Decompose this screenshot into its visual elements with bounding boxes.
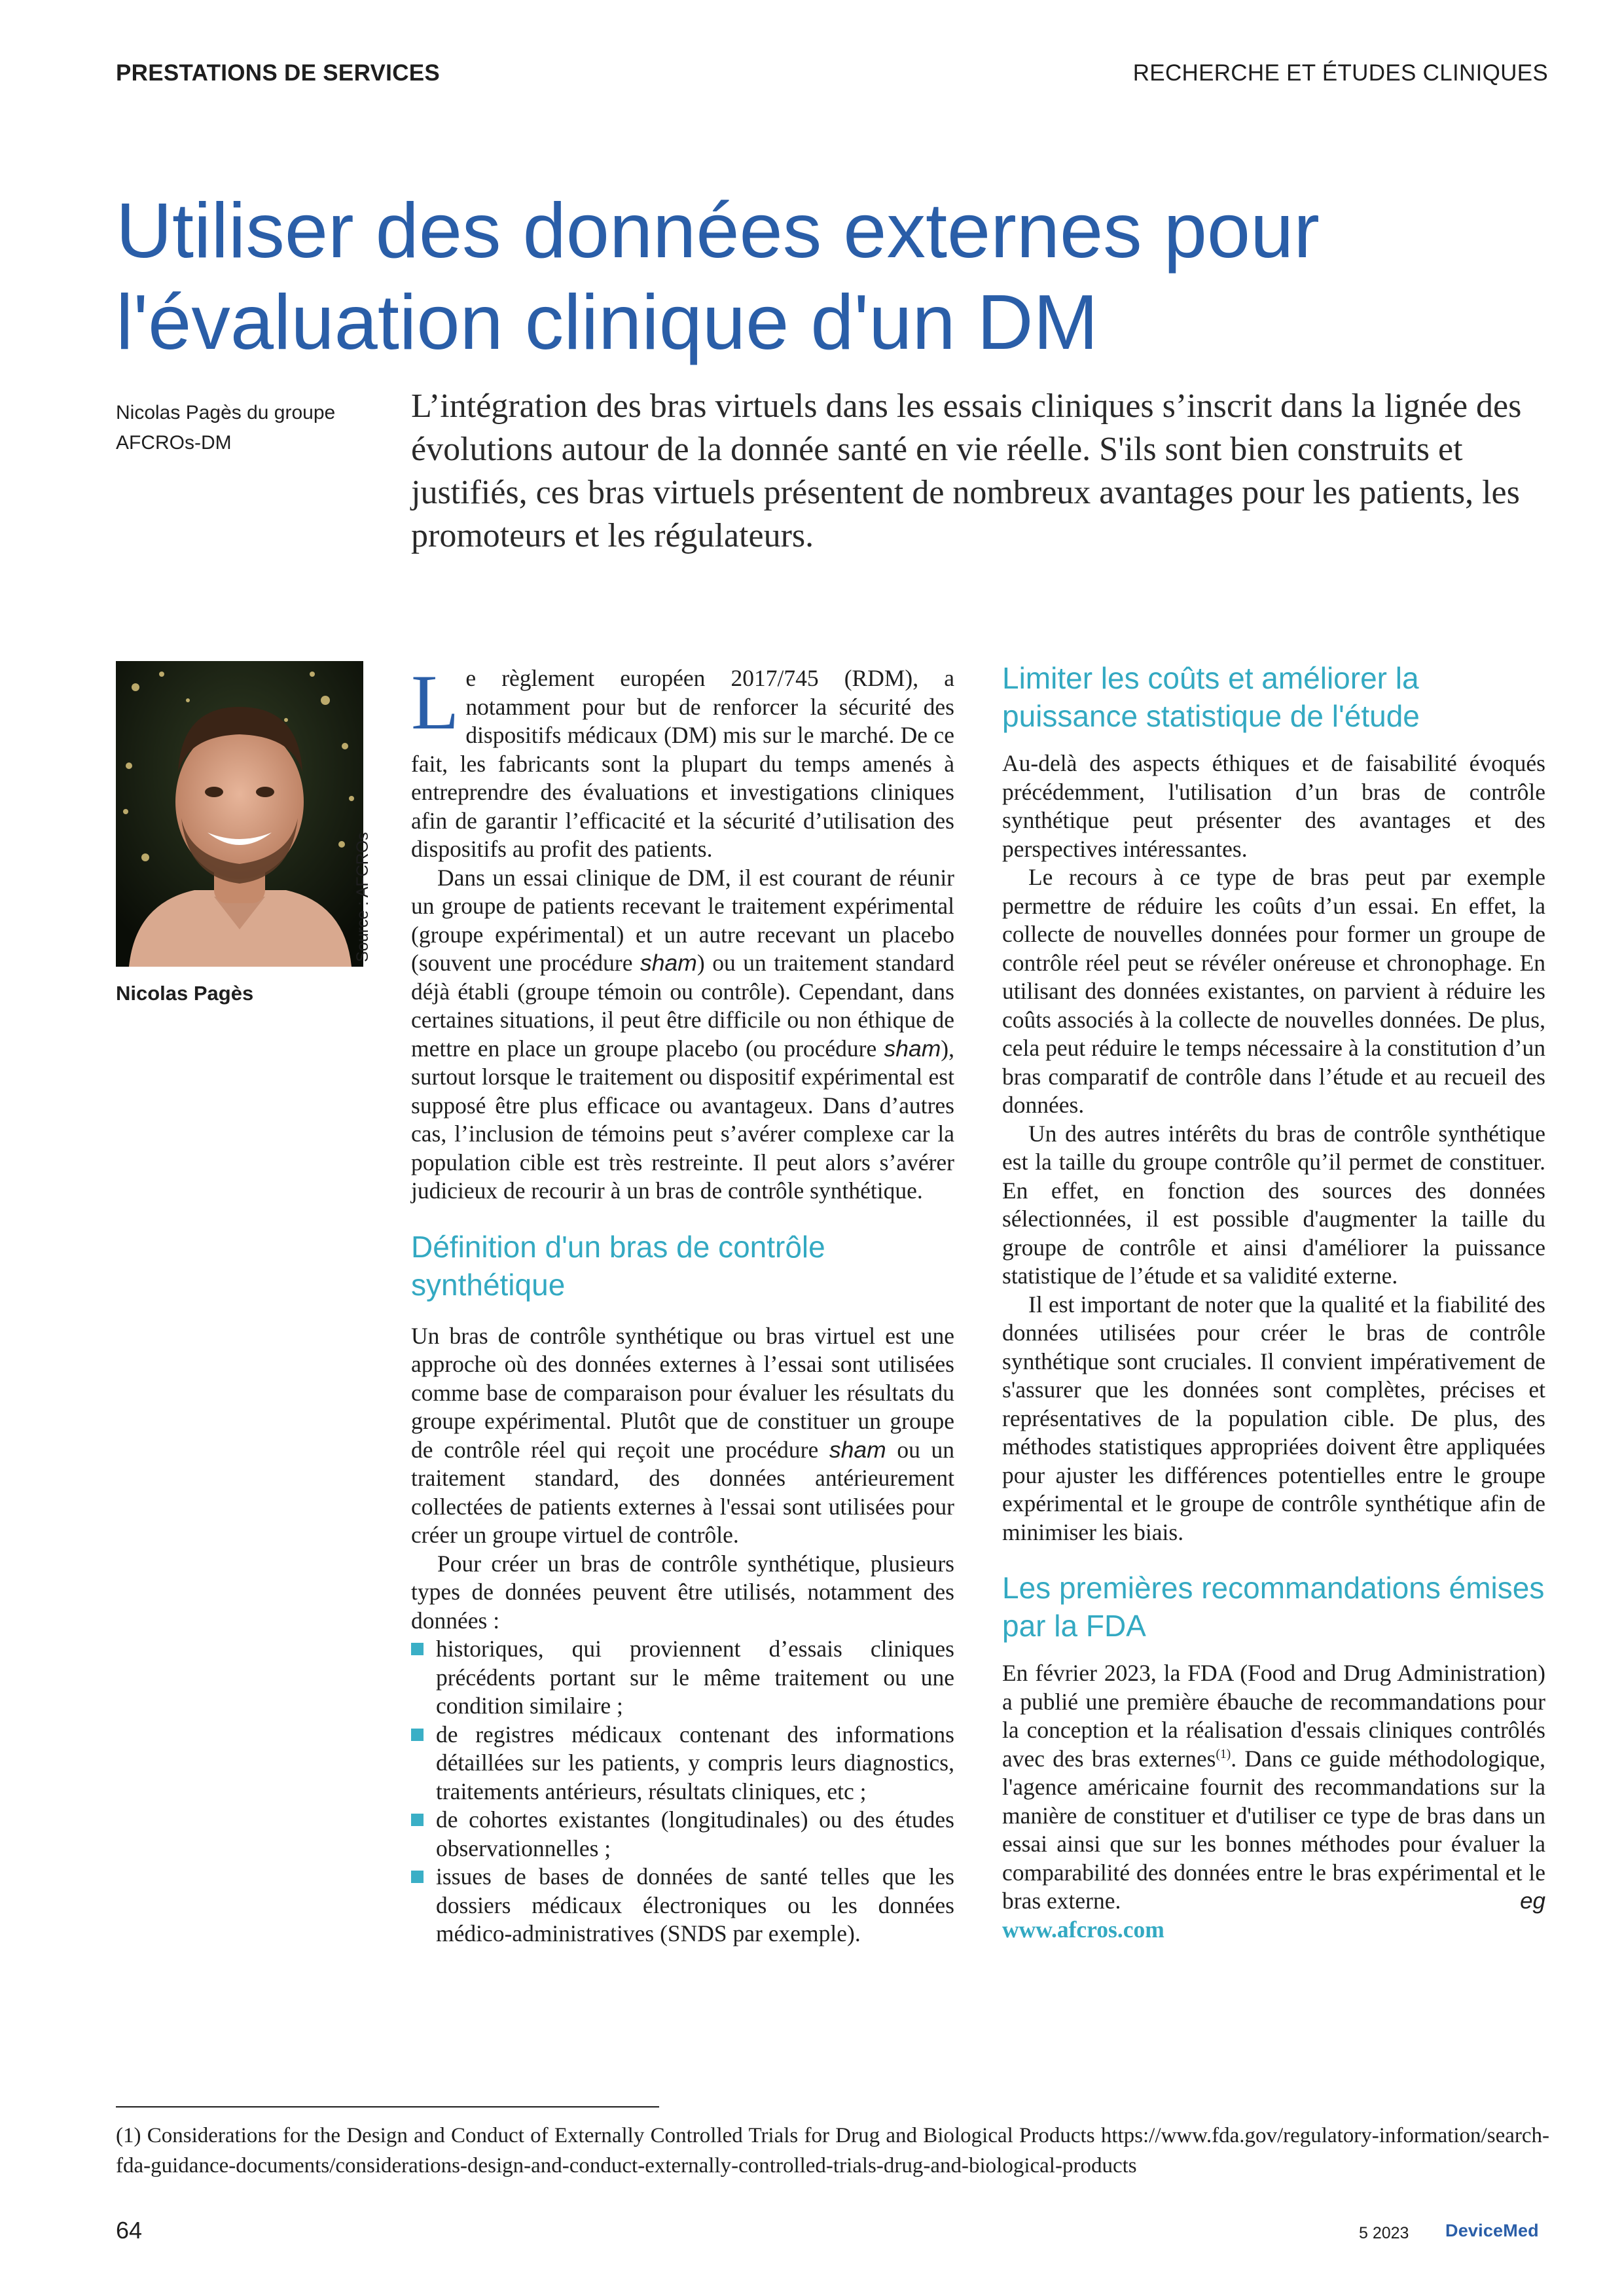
footnote-divider (116, 2106, 659, 2108)
article-lead: L’intégration des bras virtuels dans les essais cliniques s’inscrit dans la lignée des évolutions autour de la donnée santé en vie réelle. S'ils sont bien construits et justifiés, ces bras virtuels présentent de nombreux avantages pour les patients, les promoteurs et les régulateurs. (411, 387, 1522, 554)
list-item (411, 1863, 954, 1948)
list-item (411, 1635, 954, 1721)
paragraph: Au-delà des aspects éthiques et de faisabilité évoqués précédemment, l'utilisation d’un bras de contrôle synthétique peut présenter des avantages et des perspectives intéressantes. (1002, 750, 1545, 862)
bullet-square-icon (411, 1871, 424, 1883)
page-number: 64 (116, 2217, 143, 2244)
paragraph (1002, 1659, 1545, 1916)
list-item (411, 1806, 954, 1863)
rubric-label: RECHERCHE ET ÉTUDES CLINIQUES (1132, 60, 1548, 86)
intro-text: e règlement européen 2017/745 (RDM), a notamment pour but de renforcer la sécurité des dispositifs médicaux (DM) mis sur le marché. De ce fait, les fabricants sont la plupart du temps amenés à entreprendre des évaluations et investigations cliniques afin de garantir l’efficacité et la sécurité d’utilisation des dispositifs au profit des patients. (411, 665, 954, 862)
section-heading: Limiter les coûts et améliorer la puissance statistique de l'étude (1002, 661, 1420, 733)
article-title (116, 185, 1523, 368)
portrait-illustration (116, 661, 363, 967)
bullet-square-icon (411, 1643, 424, 1655)
list-item-text: de registres médicaux contenant des informations détaillées sur les patients, y compris leurs diagnostics, traitements antérieurs, résultats cliniques, etc ; (436, 1721, 954, 1804)
paragraph: Le recours à ce type de bras peut par exemple permettre de réduire les coûts d’un essai. En effet, la collecte de nouvelles données pour former un groupe de contrôle réel peut se révéler onéreuse et chronophage. En utilisant des données existantes, on parvient à réduire les coûts associés à la collecte de nouvelles données. De plus, cela peut réduire le temps nécessaire à la constitution d’un bras comparatif de contrôle dans l’étude et au recueil des données. (1002, 864, 1545, 1118)
italic-term: sham (640, 950, 697, 976)
paragraph: Un des autres intérêts du bras de contrôle synthétique est la taille du groupe contrôle qu’il permet de constituer. En effet, en fonction des sources des données sélectionnées, il est possible d'augmenter la taille du groupe de contrôle et ainsi d'améliorer la puissance statistique de l’étude et sa validité externe. (1002, 1120, 1545, 1289)
section-label: PRESTATIONS DE SERVICES (116, 60, 441, 86)
issue-number: 5 2023 (1359, 2224, 1409, 2242)
bullet-square-icon (411, 1814, 424, 1826)
list-item-text: issues de bases de données de santé telles que les dossiers médicaux électroniques ou les données médico-administratives (SNDS par exemple). (436, 1863, 954, 1946)
text-run: . Dans ce guide méthodologique, l'agence américaine fournit des recommandations sur la manière de constituer et d'utiliser ce type de bras dans un essai ainsi que sur les bonnes méthodes pour évaluer la comparabilité des données entre le bras expérimental et le bras externe. (1002, 1745, 1545, 1914)
list-item-text: de cohortes existantes (longitudinales) ou des études observationnelles ; (436, 1806, 954, 1861)
text-run: ou un traitement standard, des données antérieurement collectées de patients externes à l'essai sont utilisées pour créer un groupe virtuel de contrôle. (411, 1436, 954, 1548)
drop-cap: L (411, 658, 460, 745)
footnote: (1) Considerations for the Design and Conduct of Externally Controlled Trials for Drug and Biological Products https://www.fda.gov/regulatory-information/search-fda-guidance-documents/considerations-design-and-conduct-externally-controlled-trials-drug-and-biological-products (116, 2124, 1549, 2178)
paragraph (411, 1322, 954, 1550)
list-item (411, 1721, 954, 1806)
body-column-2 (1002, 659, 1545, 1944)
website-link[interactable]: www.afcros.com (1002, 1916, 1164, 1943)
italic-term: sham (829, 1436, 886, 1463)
text-run: En février 2023, la FDA (Food and Drug Administration) a publié une première ébauche de recommandations pour la conception et la réalisation d'essais cliniques contrôlés avec des bras externes (1002, 1660, 1545, 1772)
author-signature: eg (1520, 1888, 1545, 1914)
body-column-1 (411, 658, 954, 1948)
bullet-square-icon (411, 1729, 424, 1741)
paragraph: Pour créer un bras de contrôle synthétique, plusieurs types de données peuvent être utilisés, notamment des données : (411, 1550, 954, 1634)
footnote-ref: (1) (1216, 1747, 1231, 1761)
italic-term: sham (884, 1035, 941, 1062)
magazine-brand: DeviceMed (1445, 2221, 1539, 2240)
section-heading: Les premières recommandations émises par la FDA (1002, 1571, 1545, 1643)
text-run: ), surtout lorsque le traitement ou dispositif expérimental est supposé être plus efficace ou avantageux. Dans d’autres cas, l’inclusion de témoins peut s’avérer complexe car la population cible est très restreinte. Il peut alors s’avérer judicieux de recourir à un bras de contrôle synthétique. (411, 1035, 954, 1204)
photo-caption: Nicolas Pagès (116, 982, 254, 1005)
data-types-list (411, 1635, 954, 1948)
list-item-text: historiques, qui proviennent d’essais cliniques précédents portant sur le même traitement ou une condition similaire ; (436, 1636, 954, 1719)
text-run: ) ou un traitement standard déjà établi (groupe témoin ou contrôle). Cependant, dans certaines situations, il peut être difficile ou non éthique de mettre en place un groupe placebo (ou procédure (411, 950, 954, 1062)
text-run: Dans un essai clinique de DM, il est courant de réunir un groupe de patients recevant le traitement expérimental (groupe expérimental) et un autre recevant un placebo (souvent une procédure (411, 864, 954, 976)
author-line-2: AFCROs-DM (116, 432, 232, 454)
text-run: Un bras de contrôle synthétique ou bras virtuel est une approche où des données externes à l’essai sont utilisées comme base de comparaison pour évaluer les résultats du groupe expérimental. Plutôt que de constituer un groupe de contrôle réel qui reçoit une procédure (411, 1322, 954, 1463)
title-line-2: l'évaluation clinique d'un DM (116, 279, 1098, 366)
paragraph (411, 864, 954, 1206)
author-byline (116, 398, 378, 458)
photo-source: Source : AFCROs (353, 832, 372, 962)
intro-paragraph (411, 658, 954, 864)
author-photo (116, 661, 363, 967)
url-paragraph (1002, 1916, 1545, 1945)
title-line-1: Utiliser des données externes pour (116, 187, 1320, 274)
paragraph: Il est important de noter que la qualité et la fiabilité des données utilisées pour créer le bras de contrôle synthétique sont cruciales. Il convient impérativement de s'assurer que les données sont complètes, précises et représentatives de la population cible. De plus, des méthodes statistiques appropriées doivent être appliquées pour ajuster les différences potentielles entre le groupe expérimental et le groupe de contrôle synthétique afin de minimiser les biais. (1002, 1291, 1545, 1545)
section-heading: Définition d'un bras de contrôle synthétique (411, 1229, 825, 1302)
author-line-1: Nicolas Pagès du groupe (116, 402, 336, 423)
